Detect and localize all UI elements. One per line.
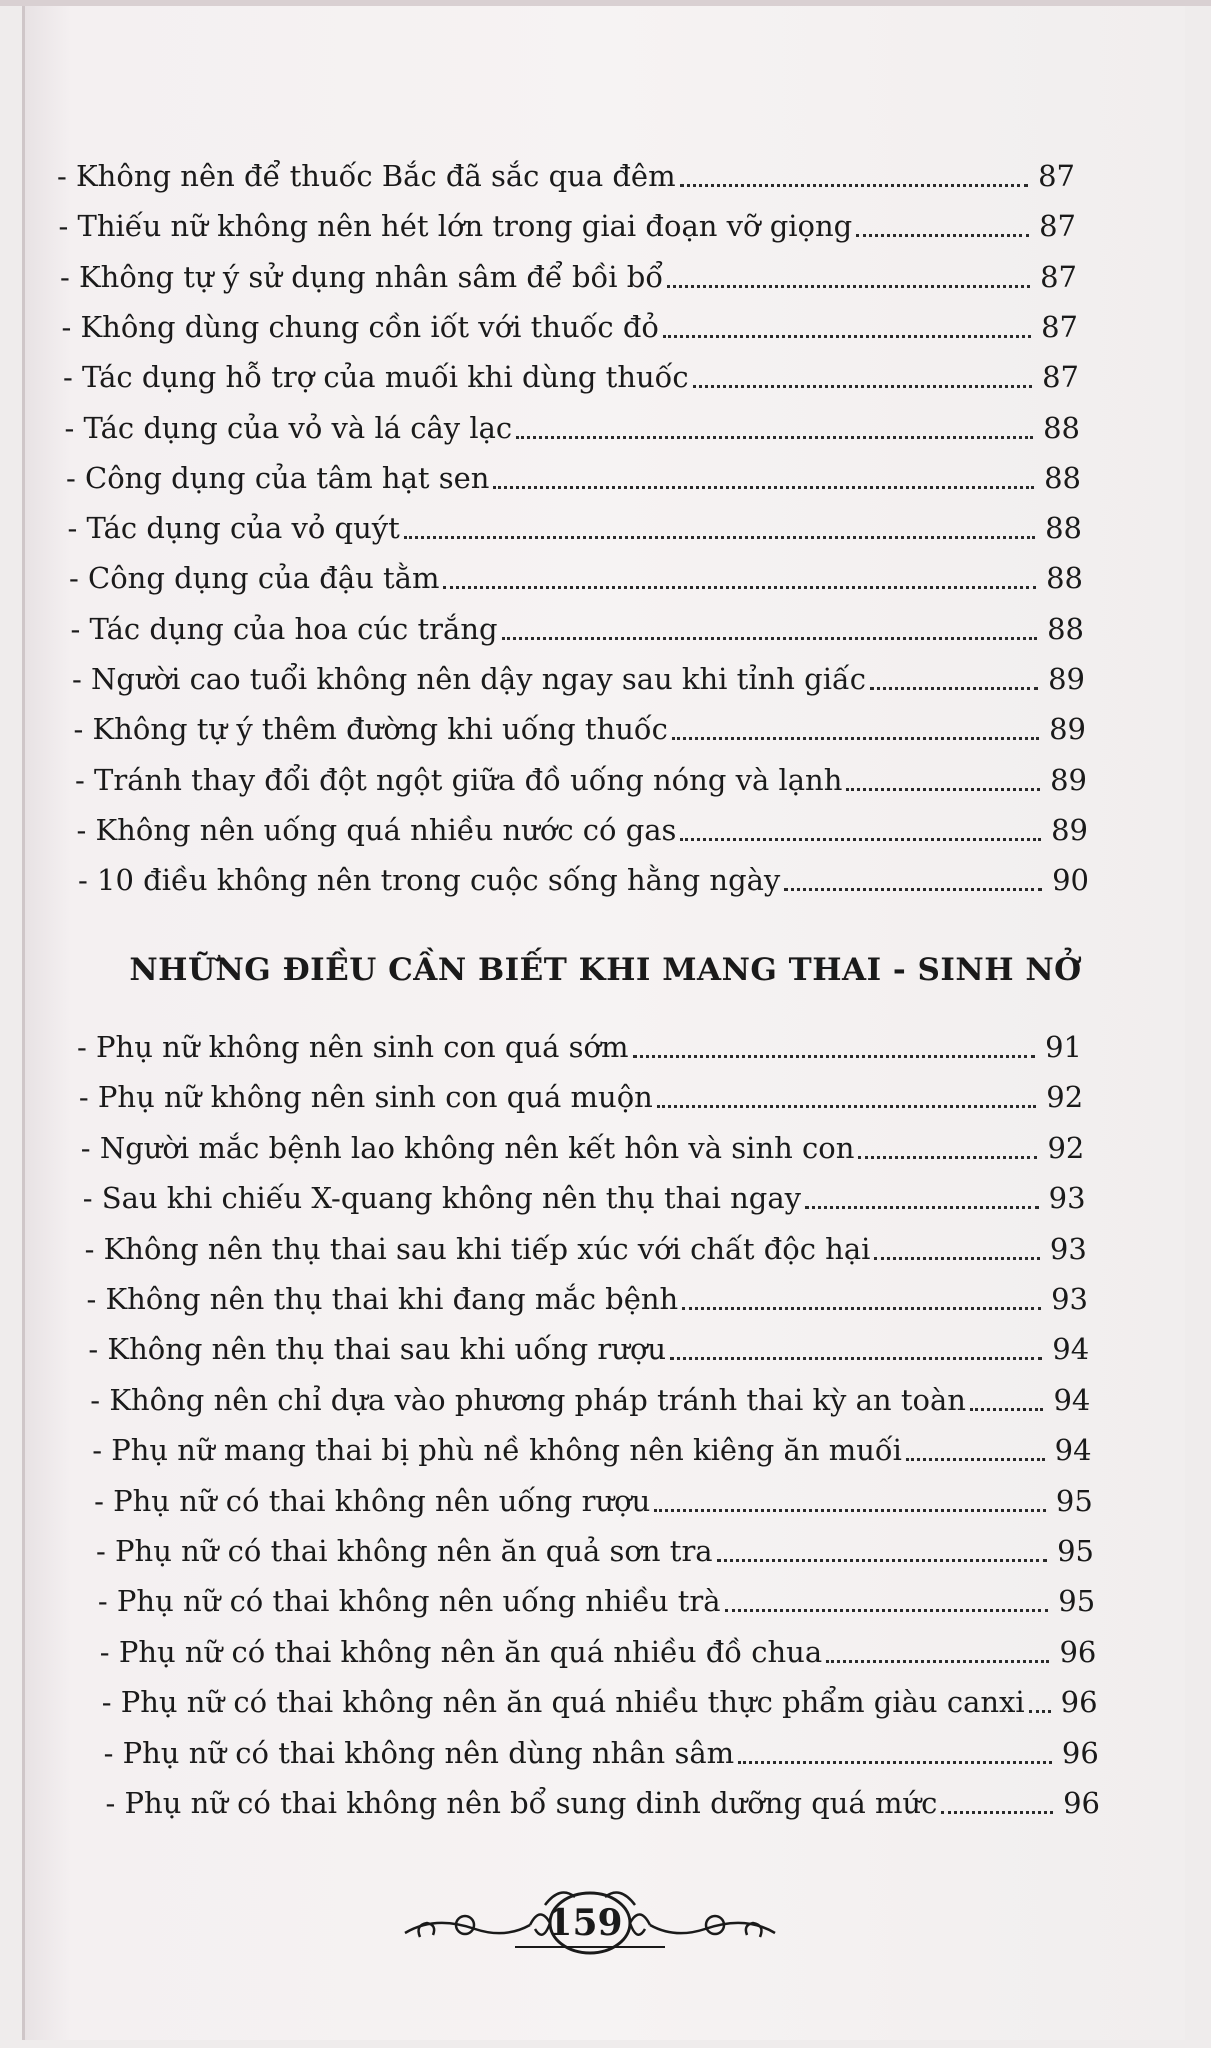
toc-leader-dots [906, 1458, 1045, 1461]
toc-entry [79, 1077, 1083, 1117]
toc-entry-page: 90 [1052, 863, 1089, 898]
toc-entry-page: 95 [1058, 1584, 1096, 1619]
toc-entry [74, 709, 1087, 749]
toc-entry-page: 93 [1051, 1282, 1088, 1316]
toc-leader-dots [654, 1509, 1046, 1512]
toc-entry [90, 1380, 1090, 1420]
section-heading: NHỮNG ĐIỀU CẦN BIẾT KHI MANG THAI - SINH NỞ [129, 952, 1082, 988]
toc-entry-page: 91 [1045, 1030, 1082, 1064]
toc-entry-title: - Không nên thụ thai khi đang mắc bệnh [86, 1282, 679, 1316]
toc-leader-dots [970, 1408, 1043, 1411]
toc-entry-page: 87 [1039, 209, 1076, 244]
toc-leader-dots [633, 1055, 1036, 1058]
toc-entry-title: - Tác dụng hỗ trợ của muối khi dùng thuốc [63, 360, 689, 395]
toc-entry [68, 508, 1083, 548]
toc-entry [102, 1682, 1098, 1722]
toc-leader-dots [738, 1761, 1052, 1764]
toc-entry [100, 1632, 1097, 1672]
toc-entry-page: 87 [1038, 159, 1075, 193]
toc-entry-page: 88 [1045, 511, 1082, 546]
toc-leader-dots [502, 637, 1037, 640]
toc-entry-title: - Tác dụng của hoa cúc trắng [70, 611, 498, 646]
toc-entry-title: - Tác dụng của vỏ quýt [67, 511, 400, 546]
toc-entry [94, 1481, 1093, 1521]
toc-entry-title: - Thiếu nữ không nên hét lớn trong giai đoạn vỡ giọng [58, 209, 853, 244]
toc-entry [87, 1279, 1089, 1319]
toc-entry [78, 860, 1089, 900]
toc-entry [69, 558, 1083, 598]
toc-entry-page: 87 [1041, 309, 1078, 344]
page-number: 159 [547, 1902, 623, 1944]
toc-entry-title: - 10 điều không nên trong cuộc sống hằng ngày [78, 863, 781, 898]
toc-entry [83, 1178, 1086, 1218]
toc-entry [85, 1229, 1087, 1269]
toc-entry-page: 95 [1057, 1534, 1094, 1568]
toc-entry [77, 810, 1089, 850]
toc-entry-title: - Không nên thụ thai sau khi uống rượu [88, 1332, 667, 1367]
toc-entry [96, 1531, 1094, 1571]
toc-leader-dots [682, 1307, 1041, 1310]
toc-entry [72, 659, 1085, 699]
toc-entry-page: 96 [1061, 1735, 1099, 1770]
toc-entry-title: - Không nên chỉ dựa vào phương pháp tránh thai kỳ an toàn [90, 1382, 966, 1417]
toc-entry-title: - Tác dụng của vỏ và lá cây lạc [64, 410, 513, 445]
toc-leader-dots [870, 687, 1038, 690]
toc-entry-page: 94 [1053, 1382, 1091, 1417]
toc-entry-title: - Tránh thay đổi đột ngột giữa đồ uống nóng và lạnh [75, 762, 843, 797]
toc-entry-page: 95 [1055, 1483, 1093, 1518]
toc-entry-title: - Không nên để thuốc Bắc đã sắc qua đêm [57, 159, 676, 193]
toc-leader-dots [657, 1105, 1036, 1108]
toc-entry [71, 609, 1085, 649]
toc-entry [81, 1128, 1085, 1168]
toc-entry-page: 89 [1048, 662, 1085, 696]
toc-leader-dots [846, 788, 1040, 791]
toc-entry-title: - Công dụng của đậu tằm [69, 561, 440, 596]
toc-entry-page: 89 [1051, 812, 1088, 847]
toc-entry-page: 94 [1052, 1332, 1090, 1367]
toc-entry [106, 1783, 1101, 1823]
toc-entry-page: 87 [1040, 259, 1077, 294]
toc-entry-page: 89 [1050, 762, 1087, 797]
toc-leader-dots [693, 385, 1032, 388]
toc-leader-dots [941, 1811, 1053, 1814]
toc-entry-page: 94 [1054, 1433, 1092, 1468]
toc-entry-page: 96 [1059, 1634, 1097, 1669]
toc-entry [57, 156, 1075, 196]
toc-leader-dots [1029, 1710, 1051, 1713]
toc-entry-title: - Không nên uống quá nhiều nước có gas [76, 812, 677, 847]
toc-entry-title: - Phụ nữ có thai không nên dùng nhân sâm [103, 1735, 735, 1770]
toc-entry-title: - Công dụng của tâm hạt sen [66, 460, 490, 495]
toc-entry-page: 96 [1063, 1786, 1100, 1820]
toc-entry-title: - Phụ nữ có thai không nên ăn quá nhiều đồ chua [99, 1634, 823, 1669]
toc-leader-dots [672, 737, 1039, 740]
toc-leader-dots [784, 888, 1042, 891]
toc-entry-page: 96 [1060, 1685, 1098, 1720]
toc-entry [88, 1329, 1089, 1369]
toc-leader-dots [443, 586, 1036, 589]
toc-entry-page: 88 [1047, 611, 1084, 646]
toc-entry-page: 92 [1047, 1130, 1085, 1165]
toc-entry-title: - Không dùng chung cồn iốt với thuốc đỏ [61, 309, 659, 344]
toc-entry-title: - Phụ nữ có thai không nên uống rượu [94, 1483, 651, 1518]
toc-leader-dots [717, 1559, 1047, 1562]
toc-entry [63, 357, 1079, 397]
toc-leader-dots [670, 1357, 1042, 1360]
toc-entry [92, 1430, 1091, 1470]
toc-entry [77, 1027, 1082, 1067]
toc-entry-page: 89 [1049, 712, 1086, 747]
toc-entry-title: - Phụ nữ có thai không nên uống nhiều trà [97, 1584, 721, 1619]
toc-entry-page: 87 [1042, 360, 1079, 395]
toc-entry-page: 88 [1043, 410, 1080, 445]
toc-entry [62, 307, 1079, 347]
toc-leader-dots [874, 1257, 1039, 1260]
toc-leader-dots [663, 335, 1031, 338]
toc-leader-dots [805, 1206, 1039, 1209]
toc-entry-title: - Người mắc bệnh lao không nên kết hôn và sinh con [80, 1130, 855, 1165]
toc-entry [75, 760, 1087, 800]
toc-entry-title: - Phụ nữ có thai không nên bổ sung dinh dưỡng quá mức [105, 1786, 938, 1820]
toc-entry-title: - Không tự ý thêm đường khi uống thuốc [73, 712, 668, 747]
toc-leader-dots [404, 536, 1035, 539]
toc-entry-page: 88 [1044, 460, 1081, 495]
toc-entry-page: 88 [1046, 561, 1083, 596]
toc-entry-title: - Phụ nữ không nên sinh con quá sớm [77, 1030, 629, 1064]
toc-leader-dots [680, 184, 1028, 187]
toc-leader-dots [725, 1609, 1049, 1612]
toc-entry-page: 93 [1049, 1231, 1087, 1266]
toc-leader-dots [856, 234, 1029, 237]
toc-entry-page: 92 [1046, 1080, 1084, 1115]
toc-leader-dots [826, 1660, 1049, 1663]
toc-entry [60, 257, 1077, 297]
toc-leader-dots [858, 1156, 1037, 1159]
toc-entry-title: - Phụ nữ mang thai bị phù nề không nên kiêng ăn muối [92, 1433, 902, 1468]
toc-entry-title: - Không nên thụ thai sau khi tiếp xúc với chất độc hại [84, 1231, 871, 1266]
toc-entry [104, 1733, 1099, 1773]
toc-entry-title: - Phụ nữ có thai không nên ăn quả sơn tra [96, 1534, 713, 1568]
toc-entry-title: - Phụ nữ có thai không nên ăn quá nhiều thực phẩm giàu canxi [101, 1685, 1025, 1720]
toc-leader-dots [667, 285, 1030, 288]
toc-entry-title: - Người cao tuổi không nên dậy ngay sau khi tỉnh giấc [72, 662, 867, 696]
toc-entry [65, 408, 1081, 448]
toc-entry-title: - Sau khi chiếu X-quang không nên thụ thai ngay [82, 1181, 801, 1216]
toc-entry [98, 1581, 1095, 1621]
toc-entry [59, 206, 1077, 246]
toc-leader-dots [493, 486, 1034, 489]
toc-entry-title: - Phụ nữ không nên sinh con quá muộn [78, 1080, 653, 1115]
toc-entry-page: 93 [1048, 1181, 1086, 1216]
toc-entry [66, 458, 1081, 498]
toc-entry-title: - Không tự ý sử dụng nhân sâm để bồi bổ [60, 259, 664, 294]
toc-leader-dots [516, 436, 1033, 439]
toc-leader-dots [680, 838, 1041, 841]
